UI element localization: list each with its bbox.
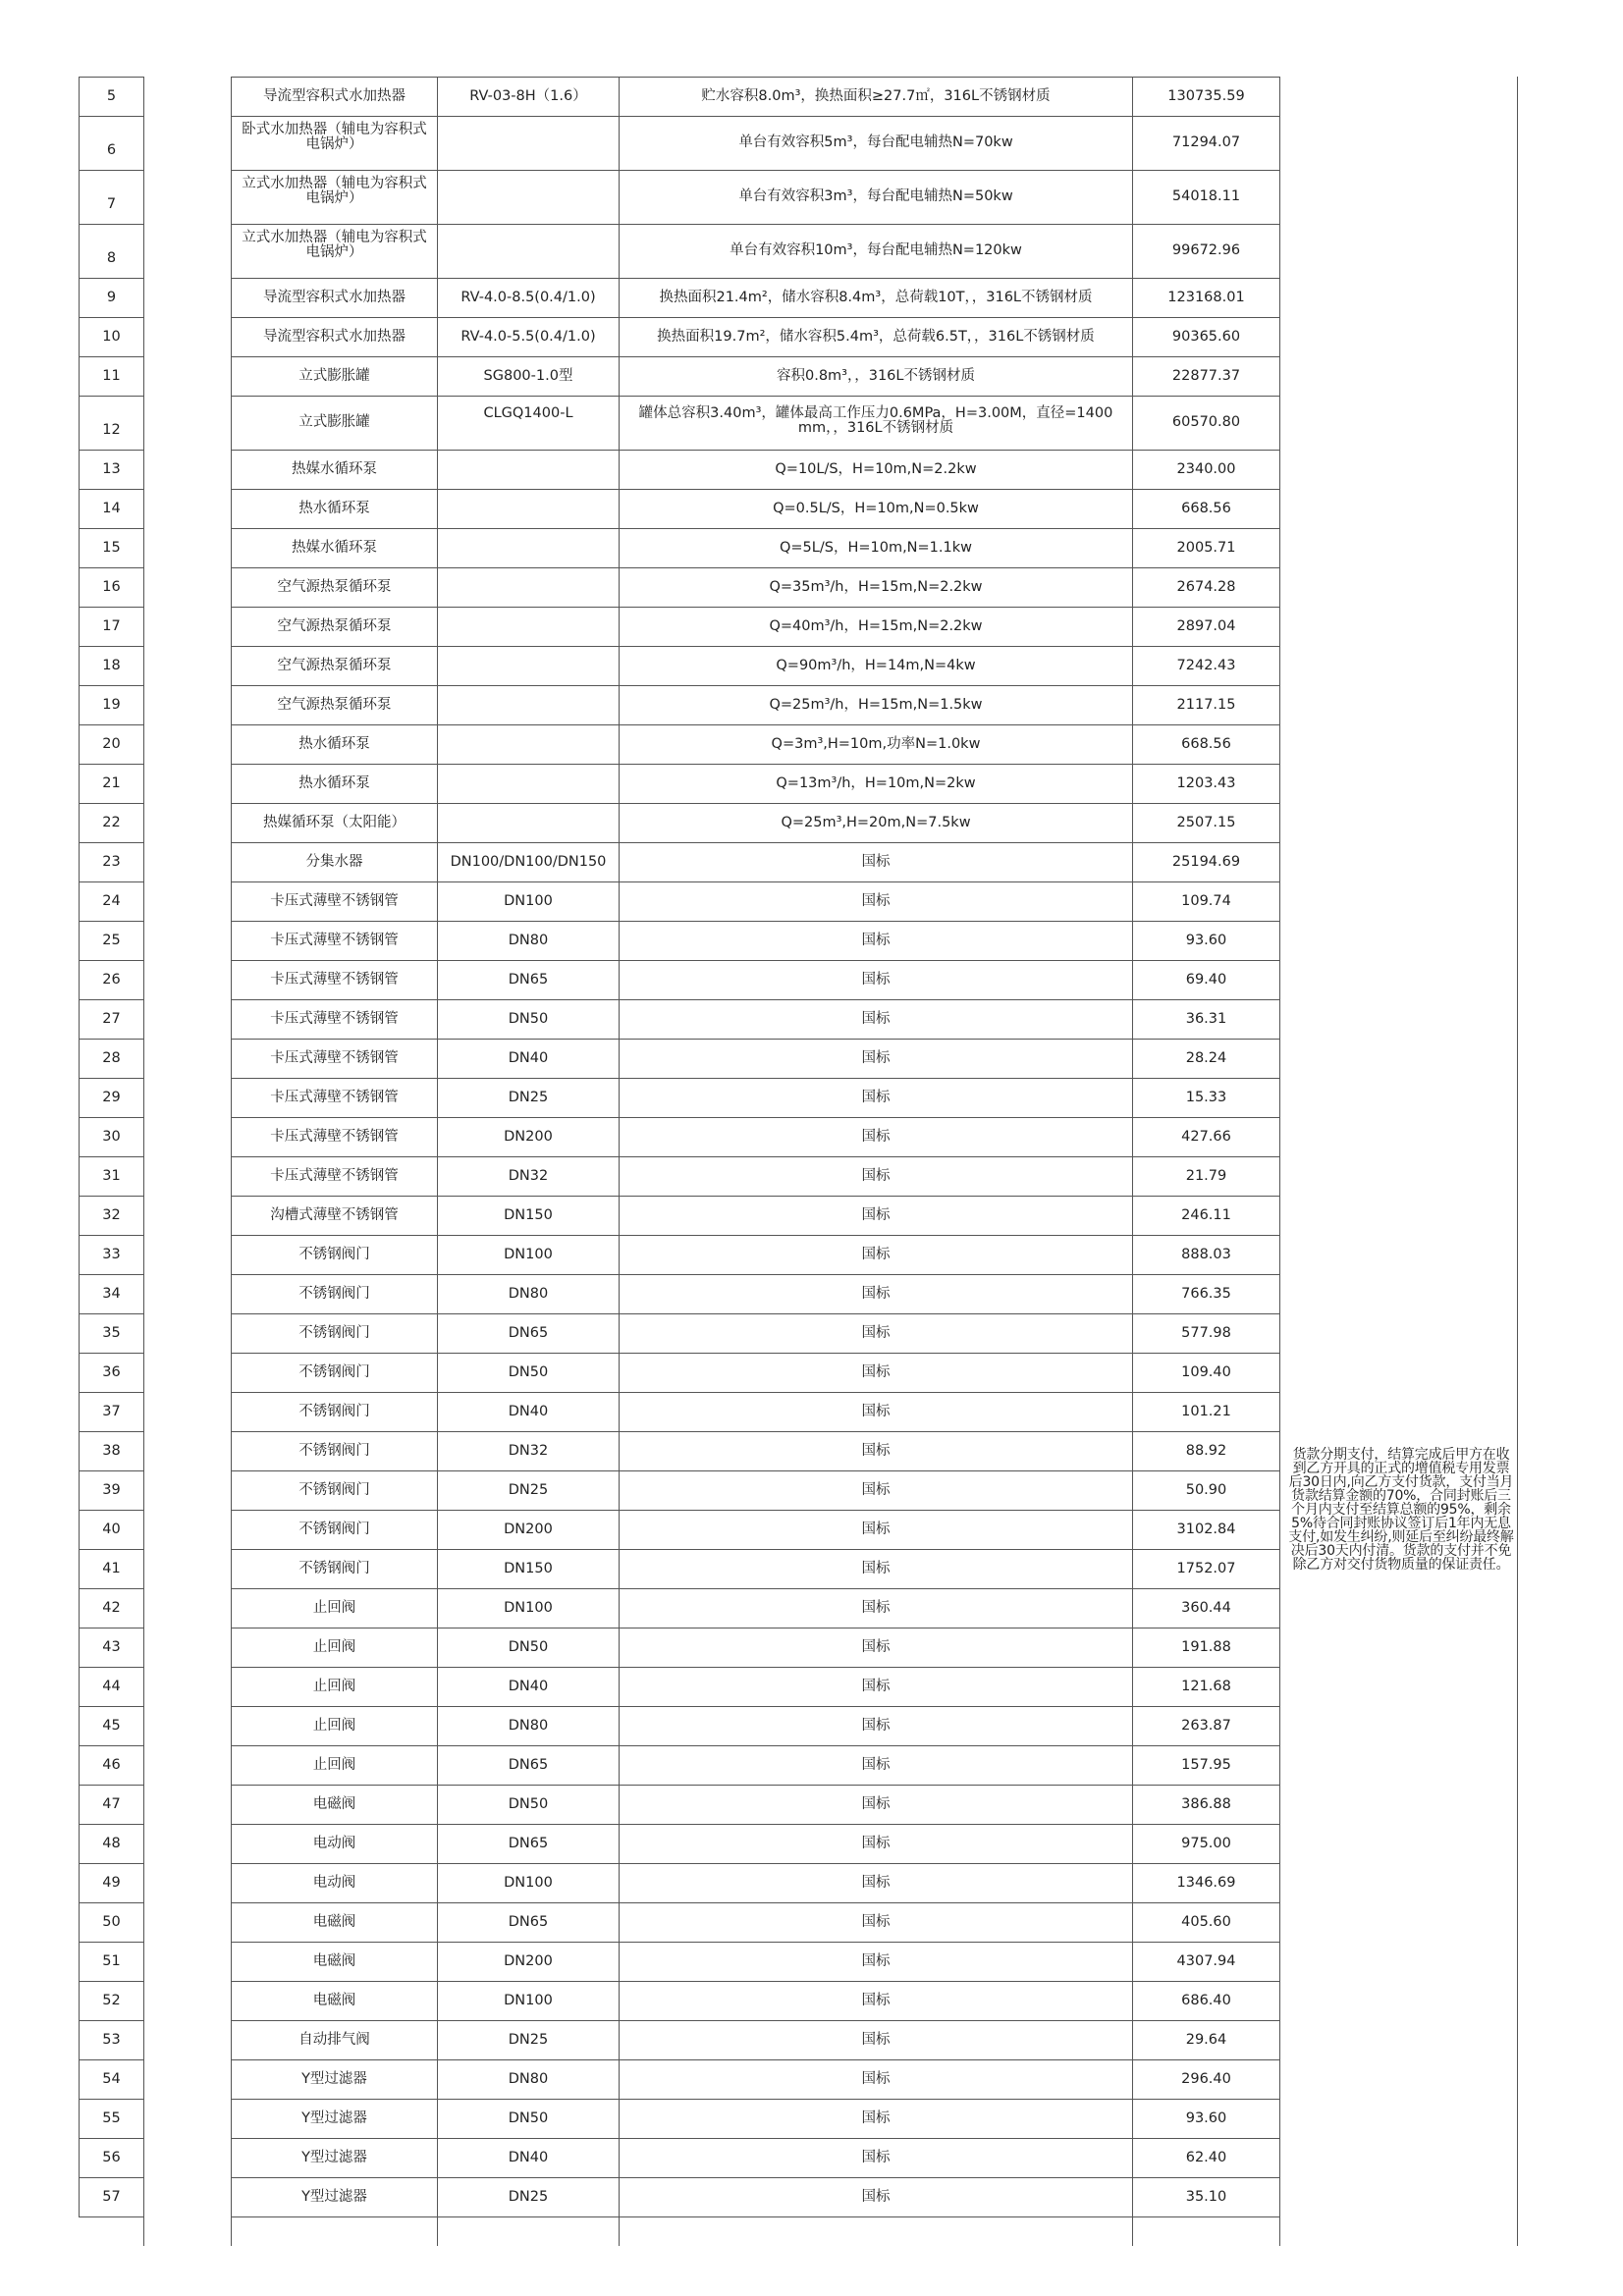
- model-cell: [438, 117, 619, 170]
- item-name-cell: 电动阀: [312, 1874, 356, 1891]
- item-name-cell: 空气源热泵循环泵: [277, 696, 392, 713]
- item-name-cell: 卡压式薄壁不锈钢管: [270, 1089, 399, 1105]
- spec-cell: 国标: [861, 1442, 891, 1459]
- unit-price-cell: 123168.01: [1167, 289, 1245, 305]
- model-cell: DN200: [504, 1952, 553, 1969]
- model-cell: DN80: [508, 932, 549, 948]
- model-cell: CLGQ1400-L: [483, 405, 573, 421]
- row-number-cell: 53: [102, 2031, 121, 2048]
- model-cell: DN65: [508, 971, 549, 988]
- spec-cell: 国标: [861, 1246, 891, 1262]
- model-cell: DN40: [508, 2149, 549, 2165]
- item-name-cell: 热媒水循环泵: [292, 539, 377, 556]
- item-name-cell: 电磁阀: [312, 1952, 356, 1969]
- spec-cell: 国标: [861, 971, 891, 988]
- item-name-cell: 不锈钢阀门: [298, 1285, 370, 1302]
- spec-cell: 国标: [861, 1795, 891, 1812]
- model-cell: DN80: [508, 1285, 549, 1302]
- unit-price-cell: 427.66: [1181, 1128, 1231, 1145]
- spec-cell: 国标: [861, 1403, 891, 1419]
- row-number-cell: 9: [106, 289, 117, 305]
- spec-cell: 国标: [861, 1521, 891, 1537]
- item-name-cell: 不锈钢阀门: [298, 1560, 370, 1576]
- unit-price-cell: 121.68: [1181, 1678, 1231, 1694]
- item-name-cell: 卡压式薄壁不锈钢管: [270, 932, 399, 948]
- spec-cell: 国标: [861, 1599, 891, 1616]
- item-name-cell: 热媒循环泵（太阳能）: [263, 814, 406, 830]
- unit-price-cell: 668.56: [1181, 500, 1231, 516]
- row-number-cell: 38: [102, 1442, 121, 1459]
- unit-price-cell: 1752.07: [1176, 1560, 1236, 1576]
- unit-price-cell: 35.10: [1185, 2188, 1227, 2205]
- model-cell: DN40: [508, 1049, 549, 1066]
- col-line: [143, 77, 144, 2246]
- model-cell: DN25: [508, 2031, 549, 2048]
- unit-price-cell: 191.88: [1181, 1638, 1231, 1655]
- row-number-cell: 47: [102, 1795, 121, 1812]
- row-number-cell: 12: [102, 421, 121, 438]
- unit-price-cell: 50.90: [1185, 1481, 1227, 1498]
- row-number-cell: 27: [102, 1010, 121, 1027]
- row-number-cell: 10: [102, 328, 121, 345]
- row-number-cell: 25: [102, 932, 121, 948]
- item-name-cell: 不锈钢阀门: [298, 1481, 370, 1498]
- row-number-cell: 21: [102, 774, 121, 791]
- spec-cell: Q=3m³,H=10m,功率N=1.0kw: [771, 735, 981, 752]
- spec-cell: Q=35m³/h，H=15m,N=2.2kw: [769, 578, 983, 595]
- model-cell: [438, 647, 619, 685]
- row-number-cell: 56: [102, 2149, 121, 2165]
- spec-cell: Q=0.5L/S，H=10m,N=0.5kw: [773, 500, 979, 516]
- model-cell: DN100: [504, 1246, 553, 1262]
- unit-price-cell: 21.79: [1185, 1167, 1227, 1184]
- unit-price-cell: 69.40: [1185, 971, 1227, 988]
- model-cell: [438, 490, 619, 528]
- row-number-cell: 34: [102, 1285, 121, 1302]
- model-cell: [438, 568, 619, 607]
- row-number-cell: 41: [102, 1560, 121, 1576]
- unit-price-cell: 130735.59: [1167, 87, 1245, 104]
- model-cell: [438, 725, 619, 764]
- spec-cell: 国标: [861, 1638, 891, 1655]
- spec-cell: 国标: [861, 2188, 891, 2205]
- unit-price-cell: 60570.80: [1171, 414, 1241, 431]
- unit-price-cell: 386.88: [1181, 1795, 1231, 1812]
- item-name-cell: 热水循环泵: [298, 735, 370, 752]
- spec-cell: 国标: [861, 2031, 891, 2048]
- item-name-cell: 自动排气阀: [298, 2031, 370, 2048]
- row-number-cell: 44: [102, 1678, 121, 1694]
- model-cell: DN65: [508, 1835, 549, 1851]
- spec-cell: 国标: [861, 1952, 891, 1969]
- model-cell: DN100/DN100/DN150: [450, 853, 607, 870]
- model-cell: DN65: [508, 1756, 549, 1773]
- unit-price-cell: 766.35: [1181, 1285, 1231, 1302]
- spec-cell: 单台有效容积10m³，每台配电辅热N=120kw: [730, 242, 1022, 259]
- spec-cell: 国标: [861, 2070, 891, 2087]
- model-cell: DN50: [508, 1010, 549, 1027]
- item-name-cell: 沟槽式薄壁不锈钢管: [270, 1206, 399, 1223]
- row-number-cell: 33: [102, 1246, 121, 1262]
- row-number-cell: 8: [106, 249, 117, 266]
- row-number-cell: 37: [102, 1403, 121, 1419]
- item-name-cell: 不锈钢阀门: [298, 1521, 370, 1537]
- spec-cell: Q=5L/S，H=10m,N=1.1kw: [779, 539, 972, 556]
- item-name-cell: 不锈钢阀门: [298, 1442, 370, 1459]
- spec-cell: 容积0.8m³，，316L不锈钢材质: [776, 367, 975, 384]
- row-number-cell: 22: [102, 814, 121, 830]
- model-cell: DN25: [508, 1481, 549, 1498]
- item-name-cell: 止回阀: [312, 1678, 356, 1694]
- row-number-cell: 23: [102, 853, 121, 870]
- unit-price-cell: 2674.28: [1176, 578, 1236, 595]
- item-name-cell: 止回阀: [312, 1717, 356, 1734]
- item-name-cell: 电动阀: [312, 1835, 356, 1851]
- spec-cell: 国标: [861, 1913, 891, 1930]
- spec-cell: 国标: [861, 853, 891, 870]
- item-name-cell: 导流型容积式水加热器: [263, 328, 406, 345]
- item-name-cell: 不锈钢阀门: [298, 1246, 370, 1262]
- item-name-cell: 热水循环泵: [298, 500, 370, 516]
- row-number-cell: 13: [102, 460, 121, 477]
- item-name-cell: 止回阀: [312, 1756, 356, 1773]
- row-number-cell: 49: [102, 1874, 121, 1891]
- model-cell: RV-4.0-8.5(0.4/1.0): [460, 289, 596, 305]
- item-name-cell: 热水循环泵: [298, 774, 370, 791]
- model-cell: [438, 608, 619, 646]
- model-cell: DN200: [504, 1521, 553, 1537]
- model-cell: DN65: [508, 1913, 549, 1930]
- row-number-cell: 11: [102, 367, 121, 384]
- row-number-cell: 15: [102, 539, 121, 556]
- item-name-cell: 止回阀: [312, 1599, 356, 1616]
- unit-price-cell: 90365.60: [1171, 328, 1241, 345]
- unit-price-cell: 360.44: [1181, 1599, 1231, 1616]
- spec-cell: 单台有效容积3m³，每台配电辅热N=50kw: [738, 188, 1013, 205]
- unit-price-cell: 2005.71: [1176, 539, 1236, 556]
- spec-cell: Q=25m³,H=20m,N=7.5kw: [781, 814, 971, 830]
- item-name-cell: 卡压式薄壁不锈钢管: [270, 892, 399, 909]
- row-number-cell: 31: [102, 1167, 121, 1184]
- spec-cell: 国标: [861, 1324, 891, 1341]
- model-cell: DN65: [508, 1324, 549, 1341]
- spec-cell: 国标: [861, 1206, 891, 1223]
- model-cell: DN25: [508, 2188, 549, 2205]
- row-number-cell: 46: [102, 1756, 121, 1773]
- row-number-cell: 50: [102, 1913, 121, 1930]
- spec-cell: 国标: [861, 1992, 891, 2008]
- item-name-cell: 止回阀: [312, 1638, 356, 1655]
- row-number-cell: 36: [102, 1363, 121, 1380]
- spec-cell: Q=40m³/h，H=15m,N=2.2kw: [769, 617, 983, 634]
- model-cell: [438, 529, 619, 567]
- model-cell: DN40: [508, 1403, 549, 1419]
- spec-cell: 国标: [861, 1049, 891, 1066]
- model-cell: DN100: [504, 892, 553, 909]
- unit-price-cell: 2507.15: [1176, 814, 1236, 830]
- spec-cell: 国标: [861, 892, 891, 909]
- unit-price-cell: 975.00: [1181, 1835, 1231, 1851]
- unit-price-cell: 246.11: [1181, 1206, 1231, 1223]
- spec-cell: Q=25m³/h，H=15m,N=1.5kw: [769, 696, 983, 713]
- item-name-cell: 立式膨胀罐: [298, 367, 370, 384]
- unit-price-cell: 157.95: [1181, 1756, 1231, 1773]
- item-name-cell: 空气源热泵循环泵: [277, 578, 392, 595]
- model-cell: DN80: [508, 2070, 549, 2087]
- item-name-cell: 卡压式薄壁不锈钢管: [270, 1010, 399, 1027]
- unit-price-cell: 62.40: [1185, 2149, 1227, 2165]
- row-number-cell: 39: [102, 1481, 121, 1498]
- row-number-cell: 30: [102, 1128, 121, 1145]
- model-cell: DN100: [504, 1874, 553, 1891]
- unit-price-cell: 28.24: [1185, 1049, 1227, 1066]
- unit-price-cell: 888.03: [1181, 1246, 1231, 1262]
- item-name-cell: 立式水加热器（辅电为容积式电锅炉）: [242, 230, 427, 261]
- spec-cell: 换热面积19.7m²，储水容积5.4m³，总荷载6.5T，，316L不锈钢材质: [657, 328, 1095, 345]
- item-name-cell: 卧式水加热器（辅电为容积式电锅炉）: [242, 122, 427, 153]
- unit-price-cell: 101.21: [1181, 1403, 1231, 1419]
- unit-price-cell: 668.56: [1181, 735, 1231, 752]
- model-cell: [438, 765, 619, 803]
- unit-price-cell: 2340.00: [1176, 460, 1236, 477]
- row-number-cell: 17: [102, 617, 121, 634]
- model-cell: DN50: [508, 1638, 549, 1655]
- model-cell: DN200: [504, 1128, 553, 1145]
- item-name-cell: 热媒水循环泵: [292, 460, 377, 477]
- item-name-cell: 卡压式薄壁不锈钢管: [270, 1049, 399, 1066]
- spec-cell: 国标: [861, 1678, 891, 1694]
- unit-price-cell: 263.87: [1181, 1717, 1231, 1734]
- model-cell: [438, 686, 619, 724]
- item-name-cell: Y型过滤器: [301, 2070, 367, 2087]
- row-number-cell: 51: [102, 1952, 121, 1969]
- row-number-cell: 6: [106, 141, 117, 158]
- unit-price-cell: 7242.43: [1176, 657, 1236, 673]
- item-name-cell: 立式膨胀罐: [298, 414, 370, 431]
- row-number-cell: 48: [102, 1835, 121, 1851]
- unit-price-cell: 2897.04: [1176, 617, 1236, 634]
- row-number-cell: 55: [102, 2109, 121, 2126]
- spec-cell: Q=13m³/h，H=10m,N=2kw: [776, 774, 976, 791]
- model-cell: [438, 171, 619, 224]
- unit-price-cell: 93.60: [1185, 2109, 1227, 2126]
- unit-price-cell: 29.64: [1185, 2031, 1227, 2048]
- spec-cell: 国标: [861, 1481, 891, 1498]
- row-number-cell: 52: [102, 1992, 121, 2008]
- unit-price-cell: 54018.11: [1171, 188, 1241, 205]
- unit-price-cell: 99672.96: [1171, 242, 1241, 259]
- unit-price-cell: 2117.15: [1176, 696, 1236, 713]
- row-line-left: [79, 2216, 144, 2217]
- spec-cell: 国标: [861, 1560, 891, 1576]
- item-name-cell: 导流型容积式水加热器: [263, 289, 406, 305]
- row-number-cell: 57: [102, 2188, 121, 2205]
- item-name-cell: 电磁阀: [312, 1992, 356, 2008]
- spec-cell: 国标: [861, 1089, 891, 1105]
- unit-price-cell: 88.92: [1185, 1442, 1227, 1459]
- unit-price-cell: 577.98: [1181, 1324, 1231, 1341]
- spec-cell: Q=90m³/h，H=14m,N=4kw: [776, 657, 976, 673]
- spec-cell: 国标: [861, 1128, 891, 1145]
- row-number-cell: 42: [102, 1599, 121, 1616]
- row-number-cell: 35: [102, 1324, 121, 1341]
- unit-price-cell: 686.40: [1181, 1992, 1231, 2008]
- item-name-cell: Y型过滤器: [301, 2149, 367, 2165]
- col-line: [1517, 77, 1518, 2246]
- spec-cell: 罐体总容积3.40m³，罐体最高工作压力0.6MPa，H=3.00M，直径=1400 mm，，316L不锈钢材质: [638, 405, 1113, 437]
- item-name-cell: 导流型容积式水加热器: [263, 87, 406, 104]
- spec-cell: Q=10L/S，H=10m,N=2.2kw: [775, 460, 977, 477]
- spec-cell: 国标: [861, 1167, 891, 1184]
- model-cell: [438, 804, 619, 842]
- item-name-cell: 电磁阀: [312, 1795, 356, 1812]
- model-cell: [438, 451, 619, 489]
- model-cell: DN80: [508, 1717, 549, 1734]
- model-cell: RV-03-8H（1.6）: [469, 87, 587, 104]
- spec-cell: 国标: [861, 932, 891, 948]
- spec-cell: 国标: [861, 1285, 891, 1302]
- model-cell: DN32: [508, 1442, 549, 1459]
- unit-price-cell: 296.40: [1181, 2070, 1231, 2087]
- row-number-cell: 29: [102, 1089, 121, 1105]
- row-number-cell: 54: [102, 2070, 121, 2087]
- model-cell: RV-4.0-5.5(0.4/1.0): [460, 328, 596, 345]
- spec-cell: 单台有效容积5m³，每台配电辅热N=70kw: [738, 134, 1013, 151]
- item-name-cell: 卡压式薄壁不锈钢管: [270, 971, 399, 988]
- row-number-cell: 19: [102, 696, 121, 713]
- row-number-cell: 24: [102, 892, 121, 909]
- model-cell: [438, 225, 619, 278]
- model-cell: DN150: [504, 1206, 553, 1223]
- spec-cell: 贮水容积8.0m³，换热面积≥27.7㎡，316L不锈钢材质: [701, 87, 1051, 104]
- row-number-cell: 26: [102, 971, 121, 988]
- row-number-cell: 28: [102, 1049, 121, 1066]
- unit-price-cell: 1346.69: [1176, 1874, 1236, 1891]
- unit-price-cell: 405.60: [1181, 1913, 1231, 1930]
- model-cell: DN50: [508, 1795, 549, 1812]
- row-number-cell: 18: [102, 657, 121, 673]
- item-name-cell: 立式水加热器（辅电为容积式电锅炉）: [242, 176, 427, 207]
- item-name-cell: 空气源热泵循环泵: [277, 617, 392, 634]
- unit-price-cell: 3102.84: [1176, 1521, 1236, 1537]
- item-name-cell: 卡压式薄壁不锈钢管: [270, 1167, 399, 1184]
- row-number-cell: 43: [102, 1638, 121, 1655]
- item-name-cell: 空气源热泵循环泵: [277, 657, 392, 673]
- payment-terms-note: 货款分期支付，结算完成后甲方在收到乙方开具的正式的增值税专用发票后30日内,向乙方支付货款，支付当月货款结算金额的70%，合同封账后三个月内支付至结算总额的95%，剩余5%待合同封账协议签订后1年内无息支付,如发生纠纷,则延后至纠纷最终解决后30天内付清。货款的支付并不免除乙方对交付货物质量的保证责任。: [1288, 1447, 1514, 1573]
- row-number-cell: 20: [102, 735, 121, 752]
- spec-cell: 国标: [861, 1835, 891, 1851]
- row-number-cell: 32: [102, 1206, 121, 1223]
- item-name-cell: 不锈钢阀门: [298, 1363, 370, 1380]
- col-line: [1279, 77, 1280, 2246]
- row-number-cell: 40: [102, 1521, 121, 1537]
- item-name-cell: 不锈钢阀门: [298, 1324, 370, 1341]
- model-cell: DN100: [504, 1599, 553, 1616]
- item-name-cell: 分集水器: [305, 853, 363, 870]
- unit-price-cell: 25194.69: [1171, 853, 1241, 870]
- model-cell: DN150: [504, 1560, 553, 1576]
- row-number-cell: 14: [102, 500, 121, 516]
- spec-cell: 国标: [861, 1363, 891, 1380]
- unit-price-cell: 4307.94: [1176, 1952, 1236, 1969]
- item-name-cell: 电磁阀: [312, 1913, 356, 1930]
- model-cell: DN50: [508, 1363, 549, 1380]
- row-number-cell: 16: [102, 578, 121, 595]
- unit-price-cell: 109.40: [1181, 1363, 1231, 1380]
- unit-price-cell: 36.31: [1185, 1010, 1227, 1027]
- spec-cell: 国标: [861, 1010, 891, 1027]
- model-cell: DN32: [508, 1167, 549, 1184]
- unit-price-cell: 15.33: [1185, 1089, 1227, 1105]
- model-cell: SG800-1.0型: [483, 367, 573, 384]
- unit-price-cell: 1203.43: [1176, 774, 1236, 791]
- unit-price-cell: 71294.07: [1171, 134, 1241, 151]
- unit-price-cell: 109.74: [1181, 892, 1231, 909]
- item-name-cell: Y型过滤器: [301, 2109, 367, 2126]
- spec-cell: 换热面积21.4m²，储水容积8.4m³，总荷载10T，，316L不锈钢材质: [659, 289, 1093, 305]
- spec-cell: 国标: [861, 1874, 891, 1891]
- row-line: [231, 2216, 1280, 2217]
- row-number-cell: 45: [102, 1717, 121, 1734]
- model-cell: DN25: [508, 1089, 549, 1105]
- spec-cell: 国标: [861, 2109, 891, 2126]
- spec-cell: 国标: [861, 1756, 891, 1773]
- model-cell: DN100: [504, 1992, 553, 2008]
- unit-price-cell: 22877.37: [1171, 367, 1241, 384]
- row-number-cell: 7: [106, 195, 117, 212]
- item-name-cell: 不锈钢阀门: [298, 1403, 370, 1419]
- spec-cell: 国标: [861, 2149, 891, 2165]
- unit-price-cell: 93.60: [1185, 932, 1227, 948]
- item-name-cell: 卡压式薄壁不锈钢管: [270, 1128, 399, 1145]
- row-number-cell: 5: [106, 87, 117, 104]
- model-cell: DN50: [508, 2109, 549, 2126]
- item-name-cell: Y型过滤器: [301, 2188, 367, 2205]
- spec-cell: 国标: [861, 1717, 891, 1734]
- model-cell: DN40: [508, 1678, 549, 1694]
